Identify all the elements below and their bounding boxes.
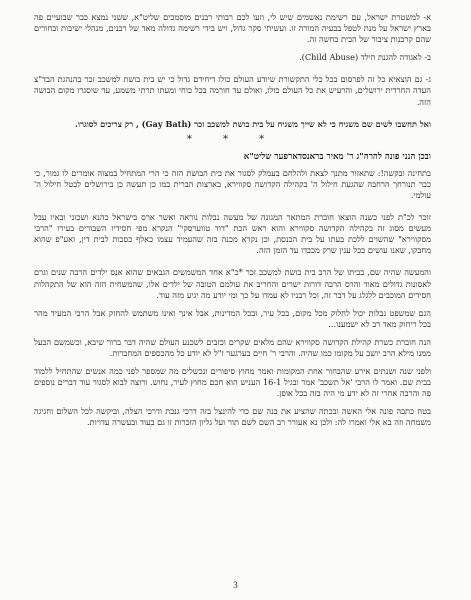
page-number: 3 [233,580,238,590]
section-divider-stars: * * * [186,133,279,145]
top-items [34,12,431,130]
list-item-a: א- למשטרת ישראל, עם רשימת נאשמים שיש לי, וזעו לכם רבותי רבנים מוסמכים שליט"א, ששני נמצא כבר שבועיים פה בארץ ישראל על מנת לטפל בבעיה המורה זו. ועשיתי סקר גדול, ויש בידי רשימה גדולה מאד של רבנים, מנהלי ישיבות ובחורים שהם קרבנות ציבור של הבית בחשה זה. [34,12,431,45]
paragraph: זוכר לכ"ת לפני כשנה הוצאו חוברת המתאר המגונה של מעשה נבלות נוראה ואשר ארס בישראל כהנא ושכוני ובאיו עבל מעשים מסוג זה בקהילה הקדושה סקווירא והוא ראש הכת "דוד טווערסקי" הנקרא מפי חסידיו השבורים בעירו "הרבי מסקווירא" שהשוים ללכת בעתו על בית הכנסת, וכן נקרא מכנה בזה שהעמיד עצמו כאלף כסכות לבית דין, ואע"פ שהוא מחבקו, שאנו עושים ככל ענין שרק מכבדו עד הזמן הזה. [34,212,431,256]
section-heading: ובכן הנני פונה להרה"ג ר' מאיר בראנסדארפער שליט"א [243,151,431,162]
list-item-b: ב- לאגודה להגנת הילד (Child Abuse). [299,52,431,63]
paragraph: הגם שמשפט נבלות יכול לחלוק מכל מקום, בכל עיר, ובכל המדינות, אבל אינך ואינו משתמש להחזק אבל הרבי המעיד מהר בכל ריחוק מאד רב לא ישמענו... [34,307,431,329]
paragraph: והמעשה שהיה שם, בביתו של הרב בית בושת למשכב זכר *כ"א אחד המשמשים הגבאים שהוא אנס ילדים הרבה שנים וגרם לאסונות גדולים מאוד והרס הרבה דורות ישרים והחריב את עולמם הטובה של ילדים אלו, שהמשחית הזה הוא של התקהלות חסידים המוכבים ללגלג על דבר זה, וכל רבניו לא עמדו על כך ומי יודע מה יגיע מזה עוד. [34,267,431,300]
body-text [34,168,431,429]
list-item-c: ג- גם הוצאיא כל זה לפרסום בכל כלי התקשורת שיודע העולם כולו דיחידם גדול כי יש בית בושת למשכב זכר בהנהגת הבד"צ העדה החרדית ירושלים, והרעיש את כל העולם כולו, ואולם עד חורמה בכל כוחי ומעתו תרתי משמע, עד שיסגרו מקום הבושה הזה. [34,74,431,107]
paragraph: בתחינה ובקשה!: שתאזור מתנך לצאת ולהלחם בעמלק לסגור את בית הבושת הזה כי הרי המתחיל במצוה אומרים לו גמור, כי כבר תנורחך הרחבה שהגעת חילול ה' בקהילה הקדושה סקווירא, בארצות הברית כמו כן תעשה כן בירושלים לבטל חילול ה' עולמי. [34,167,431,200]
bold-note: ואל תחשבו לשים שם משגיח כי לא שייך משגיח על בית בושת למשכב זכר (Gay Bath) , רק צריכים לסוגרו. [75,118,431,129]
paragraph: בטח כתבה פונה אלי האשה ובכתה שהציע את בנה שם כדי להינצל בזה דרכי גנבת ודרכי הצלה, וביקשה לכל השלום וחגיגה משמחה וזה בא אלי ואמרו לה: ולכן נא אעורר רב השם לשם תור ועל גליון הזכרות זו גם בעוד ובעשרה עדויות. [34,406,431,428]
paragraph: הנה חוברת כשרת קהילת הקדושה סקווירא שהם מלאים שקרים וכזבים לשכנע העולם שהיה דבר ברור שיבא, וכשמשם הבעל ממנו מילא הרב יושב על מקומו כמו שהיה. והרבי ר' חיים בערגער ז"ל לא יודע כל מהכספים המחברות. [34,336,431,358]
paragraph: ולפני שנה ושנתים אירע שהבחור אחת המקומות ואמר מחוץ סיפורים ונכשלים מה שמספר לפני כמה אנשים שהתחיל ללמוד בבית שם. ואמר לו הרבי 'אל תשכב' אמר ובגיל 16-1 העניש הוא חכם מחוץ לעיר, נחוש. ורוצה לבוא לסגור עוד דברים נוספים פה והרבה אחרי זה לא ידע מי היה בזה בכל אופן. [34,366,431,399]
